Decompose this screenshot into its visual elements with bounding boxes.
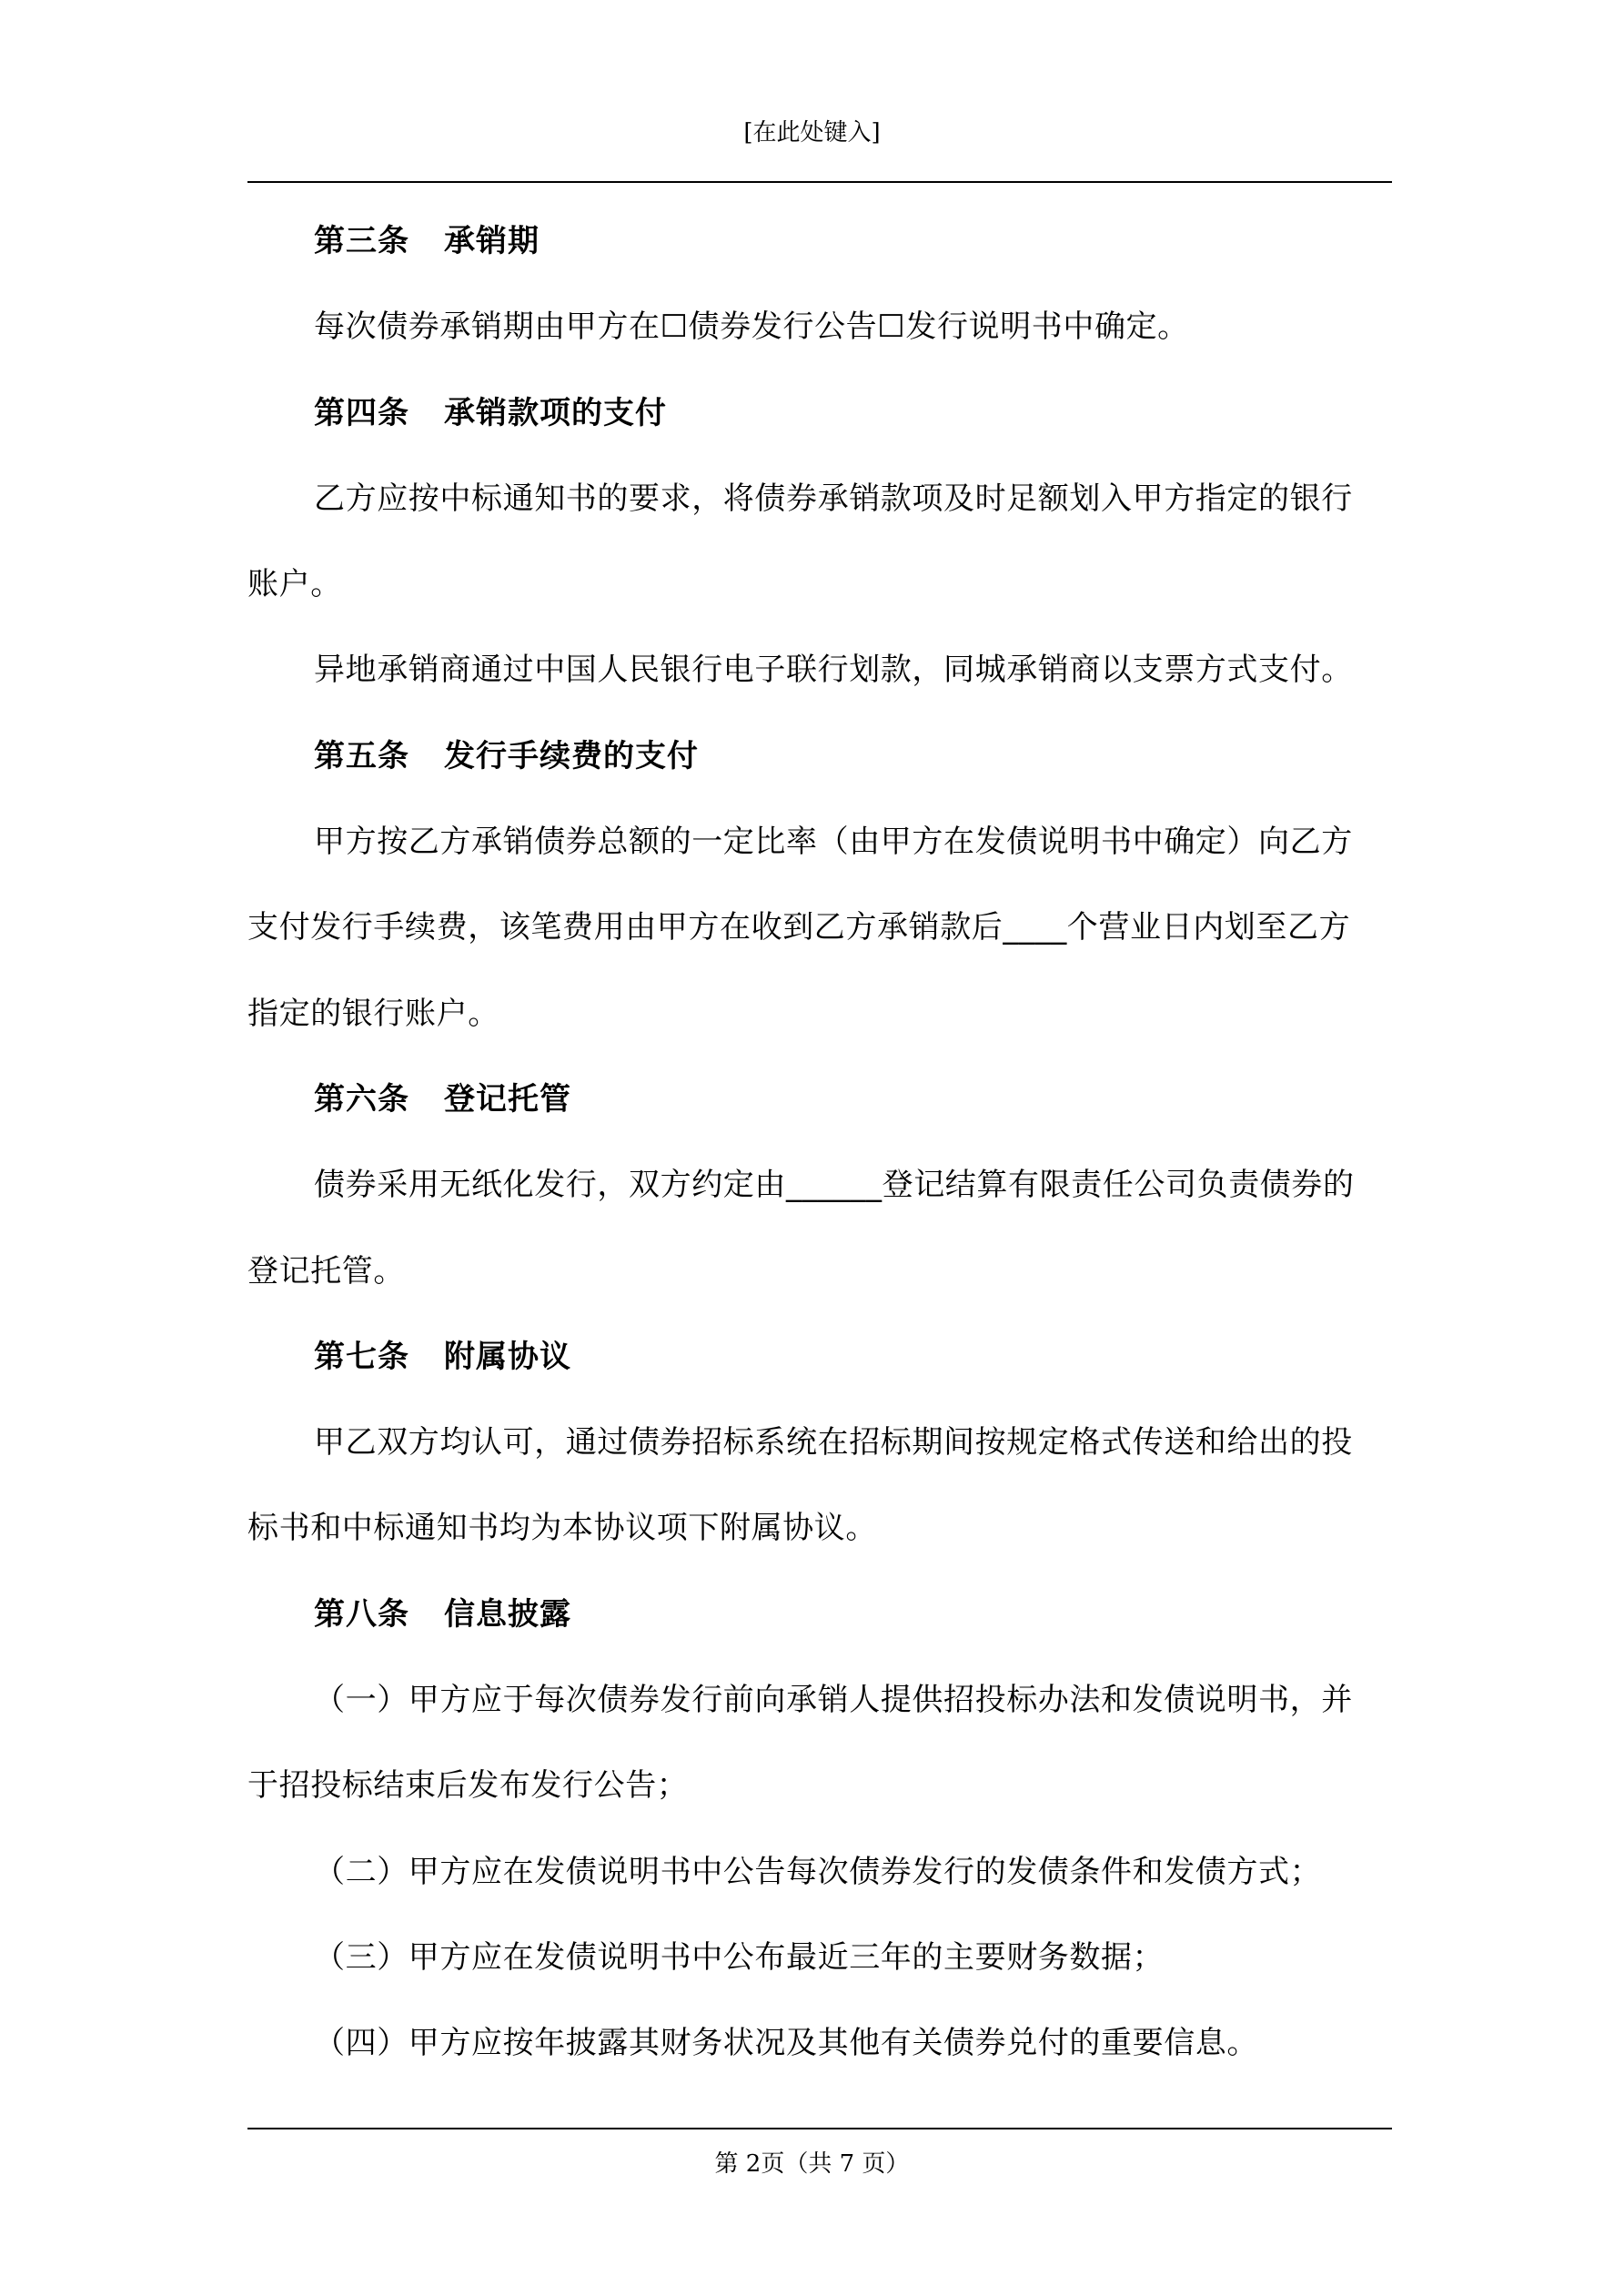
paragraph-line: （三）甲方应在发债说明书中公布最近三年的主要财务数据；	[314, 1938, 1165, 1976]
paragraph-line: 支付发行手续费，该笔费用由甲方在收到乙方承销款后____个营业日内划至乙方	[247, 909, 1351, 946]
paragraph-line: 异地承销商通过中国人民银行电子联行划款，同城承销商以支票方式支付。	[314, 652, 1353, 689]
paragraph-line: 甲方按乙方承销债券总额的一定比率（由甲方在发债说明书中确定）向乙方	[314, 824, 1353, 861]
article-title: 发行手续费的支付	[444, 737, 699, 774]
paragraph-line: 标书和中标通知书均为本协议项下附属协议。	[247, 1510, 877, 1547]
article-8-heading	[247, 1589, 1392, 1674]
article-number: 第四条	[314, 394, 409, 431]
paragraph-line: 乙方应按中标通知书的要求，将债券承销款项及时足额划入甲方指定的银行	[314, 480, 1353, 517]
page-footer: 第 2页（共 7 页）	[714, 2150, 910, 2178]
article-title: 承销款项的支付	[444, 394, 667, 431]
paragraph-line: 指定的银行账户。	[247, 995, 499, 1032]
page-header: [在此处键入]	[743, 119, 881, 147]
paragraph-line: （一）甲方应于每次债券发行前向承销人提供招投标办法和发债说明书，并	[314, 1682, 1353, 1719]
header-rule	[247, 181, 1392, 183]
article-title: 登记托管	[444, 1080, 571, 1118]
paragraph-line: 于招投标结束后发布发行公告；	[247, 1767, 689, 1805]
article-6-heading	[247, 1074, 1392, 1159]
article-number: 第八条	[314, 1595, 409, 1633]
document-body	[247, 216, 1392, 2104]
paragraph-line: （二）甲方应在发债说明书中公告每次债券发行的发债条件和发债方式；	[314, 1853, 1322, 1890]
article-title: 承销期	[444, 223, 540, 259]
article-7-heading	[247, 1331, 1392, 1417]
paragraph-line: 登记托管。	[247, 1252, 405, 1290]
paragraph-line: 甲乙双方均认可，通过债券招标系统在招标期间按规定格式传送和给出的投	[314, 1424, 1353, 1462]
article-number: 第七条	[314, 1338, 409, 1375]
article-title: 信息披露	[444, 1595, 571, 1633]
paragraph-line: 账户。	[247, 566, 342, 603]
article-number: 第五条	[314, 737, 409, 774]
paragraph-line: （四）甲方应按年披露其财务状况及其他有关债券兑付的重要信息。	[314, 2025, 1258, 2062]
footer-rule	[247, 2128, 1392, 2129]
article-title: 附属协议	[444, 1338, 571, 1375]
paragraph-line: 每次债券承销期由甲方在☐债券发行公告☐发行说明书中确定。	[314, 308, 1189, 346]
article-5-heading	[247, 731, 1392, 816]
article-3-heading	[247, 216, 1392, 301]
article-number: 第三条	[314, 223, 409, 259]
article-number: 第六条	[314, 1080, 409, 1118]
paragraph-line: 债券采用无纸化发行，双方约定由______登记结算有限责任公司负责债券的	[314, 1167, 1355, 1204]
article-4-heading	[247, 388, 1392, 473]
